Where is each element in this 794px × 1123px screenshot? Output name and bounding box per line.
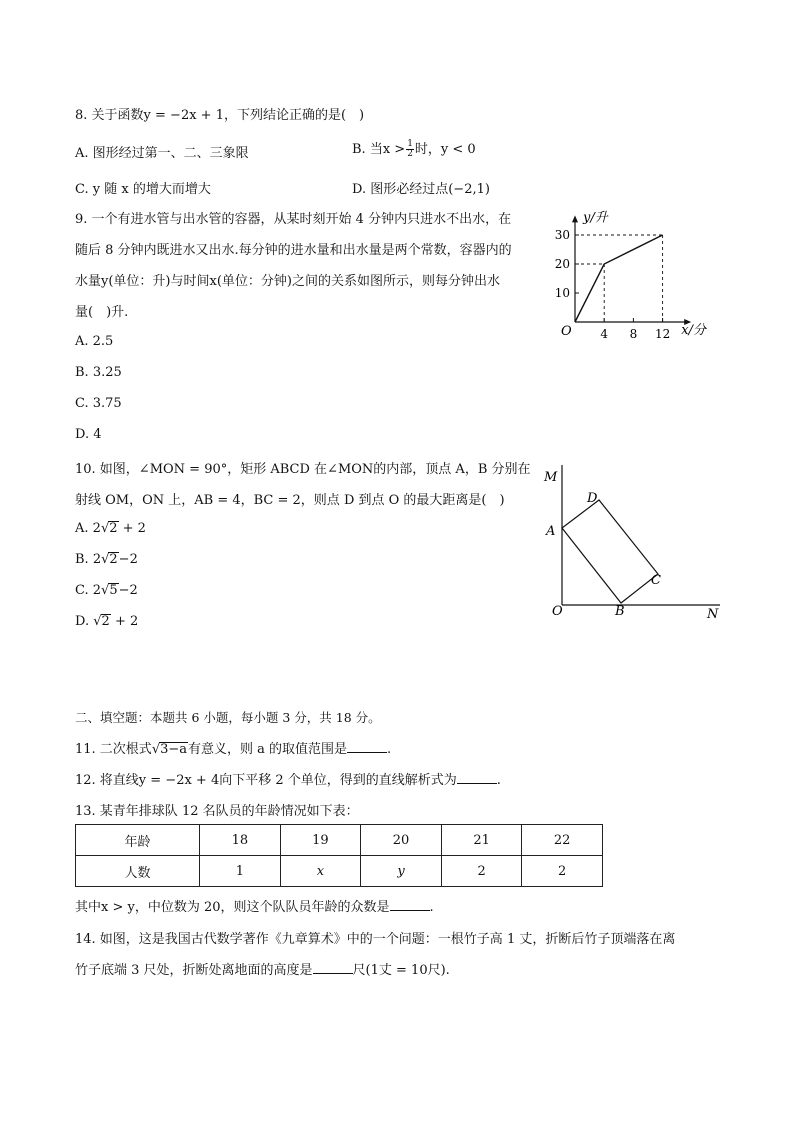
q13-question-text: 其中x > y，中位数为 20，则这个队队员年龄的众数是 xyxy=(75,900,390,915)
q14-text: 竹子底端 3 尺处，折断处离地面的高度是 xyxy=(75,963,313,978)
table-cell: y xyxy=(361,856,442,887)
x-tick-label: 12 xyxy=(654,327,671,341)
q11-text: 11. 二次根式 xyxy=(75,742,152,757)
q11-radicand: 3−a xyxy=(160,742,188,757)
q9-option-c: C. 3.75 xyxy=(75,396,122,411)
table-cell: 20 xyxy=(361,825,442,856)
q11-end: . xyxy=(387,742,392,757)
q8-fraction-den: 2 xyxy=(407,149,413,159)
q11-text-2: 有意义，则 a 的取值范围是 xyxy=(188,742,348,757)
q9-chart xyxy=(550,205,725,345)
q10-d-tail: + 2 xyxy=(110,614,139,629)
q10-option-d: D. √2 + 2 xyxy=(75,614,139,629)
table-cell: 19 xyxy=(280,825,361,856)
table-cell: 人数 xyxy=(76,856,200,887)
q9-line-1: 9. 一个有进水管与出水管的容器，从某时刻开始 4 分钟内只进水不出水，在 xyxy=(75,212,512,227)
q12 xyxy=(75,769,501,788)
q8-stem xyxy=(75,104,364,123)
y-axis-label: y/升 xyxy=(583,210,608,226)
q12-answer-blank[interactable] xyxy=(457,771,497,784)
q9-option-d: D. 4 xyxy=(75,427,102,442)
q10-d-radicand: 2 xyxy=(101,614,110,629)
q14-line-2 xyxy=(75,959,450,978)
q14-answer-blank[interactable] xyxy=(313,961,353,974)
rectangle-abcd xyxy=(562,500,658,603)
label-n: N xyxy=(707,607,719,622)
q8-option-d: D. 图形必经过点(−2,1) xyxy=(352,182,490,197)
q13-end: . xyxy=(429,900,434,915)
q10-line-1: 10. 如图，∠MON = 90°，矩形 ABCD 在∠MON的内部，顶点 A，B 分别在 xyxy=(75,462,531,477)
x-tick-label: 4 xyxy=(600,327,609,341)
table-cell: 1 xyxy=(200,856,281,887)
label-c: C xyxy=(651,573,661,588)
q10-a-tail: + 2 xyxy=(118,521,146,536)
q8-stem-end: ，下列结论正确的是( ) xyxy=(223,108,365,123)
q8-fraction xyxy=(406,140,414,159)
q11: 11. 二次根式√3−a有意义，则 a 的取值范围是 . xyxy=(75,742,392,757)
q13-question xyxy=(75,896,434,915)
q10-a-radicand: 2 xyxy=(109,521,118,536)
q8-stem-text: 8. 关于函数 xyxy=(75,108,144,123)
q8-fraction-num: 1 xyxy=(407,139,413,149)
q10-c-coef: C. 2 xyxy=(75,583,102,598)
table-cell: 22 xyxy=(522,825,603,856)
table-row xyxy=(76,825,603,856)
q9-option-a: A. 2.5 xyxy=(75,334,114,349)
q10-a-coef: A. 2 xyxy=(75,521,101,536)
q10-line-2: 射线 OM，ON 上，AB = 4，BC = 2，则点 D 到点 O 的最大距离是( ) xyxy=(75,493,505,508)
x-tick-label: 8 xyxy=(629,327,638,341)
table-cell: 2 xyxy=(522,856,603,887)
origin-label: O xyxy=(561,324,572,339)
q10-b-tail: −2 xyxy=(118,552,138,567)
y-axis-arrow xyxy=(572,215,578,222)
series-line xyxy=(575,235,663,322)
table-row xyxy=(76,856,603,887)
q14-text-end: 尺(1丈 = 10尺). xyxy=(352,963,450,978)
q10-c-radicand: 5 xyxy=(109,583,118,598)
label-o: O xyxy=(552,604,563,619)
q8-option-b-x: x > xyxy=(382,142,406,157)
q9-option-b: B. 3.25 xyxy=(75,365,122,380)
table-cell: 年龄 xyxy=(76,825,200,856)
y-tick-label: 10 xyxy=(554,286,570,300)
q9-line-4: 量( )升. xyxy=(75,305,129,320)
q14-line-1: 14. 如图，这是我国古代数学著作《九章算术》中的一个问题：一根竹子高 1 丈，折断后竹子顶端落在离 xyxy=(75,932,676,947)
q10-b-radicand: 2 xyxy=(109,552,118,567)
q10-option-a: A. 2√2 + 2 xyxy=(75,521,146,536)
y-tick-label: 20 xyxy=(554,257,570,271)
q8-option-b-suffix: 时，y < 0 xyxy=(414,142,476,157)
q10-b-coef: B. 2 xyxy=(75,552,102,567)
q13-intro: 13. 某青年排球队 12 名队员的年龄情况如下表： xyxy=(75,804,359,819)
table-cell: x xyxy=(280,856,361,887)
label-a: A xyxy=(546,524,556,539)
q10-option-b: B. 2√2−2 xyxy=(75,552,138,567)
q12-end: . xyxy=(496,773,501,788)
q11-answer-blank[interactable] xyxy=(347,740,387,753)
q12-text: 12. 将直线y = −2x + 4向下平移 2 个单位，得到的直线解析式为 xyxy=(75,773,457,788)
q10-option-c: C. 2√5−2 xyxy=(75,583,138,598)
table-cell: 2 xyxy=(441,856,522,887)
q10-d-coef: D. xyxy=(75,614,94,629)
table-cell: 21 xyxy=(441,825,522,856)
q8-function: y = −2x + 1 xyxy=(143,108,224,123)
q9-line-2: 随后 8 分钟内既进水又出水.每分钟的进水量和出水量是两个常数，容器内的 xyxy=(75,243,512,258)
x-axis-label: x/分 xyxy=(681,323,706,338)
q8-option-b-prefix: B. 当 xyxy=(352,142,383,157)
age-table xyxy=(75,824,603,887)
q10-figure xyxy=(535,460,725,625)
q9-line-3: 水量y(单位：升)与时间x(单位：分钟)之间的关系如图所示，则每分钟出水 xyxy=(75,274,500,289)
q8-option-a: A. 图形经过第一、二、三象限 xyxy=(75,146,249,161)
y-tick-label: 30 xyxy=(554,228,570,242)
q10-c-tail: −2 xyxy=(118,583,138,598)
table-cell: 18 xyxy=(200,825,281,856)
q8-option-c: C. y 随 x 的增大而增大 xyxy=(75,182,211,197)
q13-answer-blank[interactable] xyxy=(390,898,430,911)
section-title: 二、填空题：本题共 6 小题，每小题 3 分，共 18 分。 xyxy=(75,710,381,725)
label-d: D xyxy=(587,491,598,506)
label-b: B xyxy=(615,604,625,619)
q8-option-b xyxy=(352,138,476,159)
label-m: M xyxy=(544,470,558,485)
